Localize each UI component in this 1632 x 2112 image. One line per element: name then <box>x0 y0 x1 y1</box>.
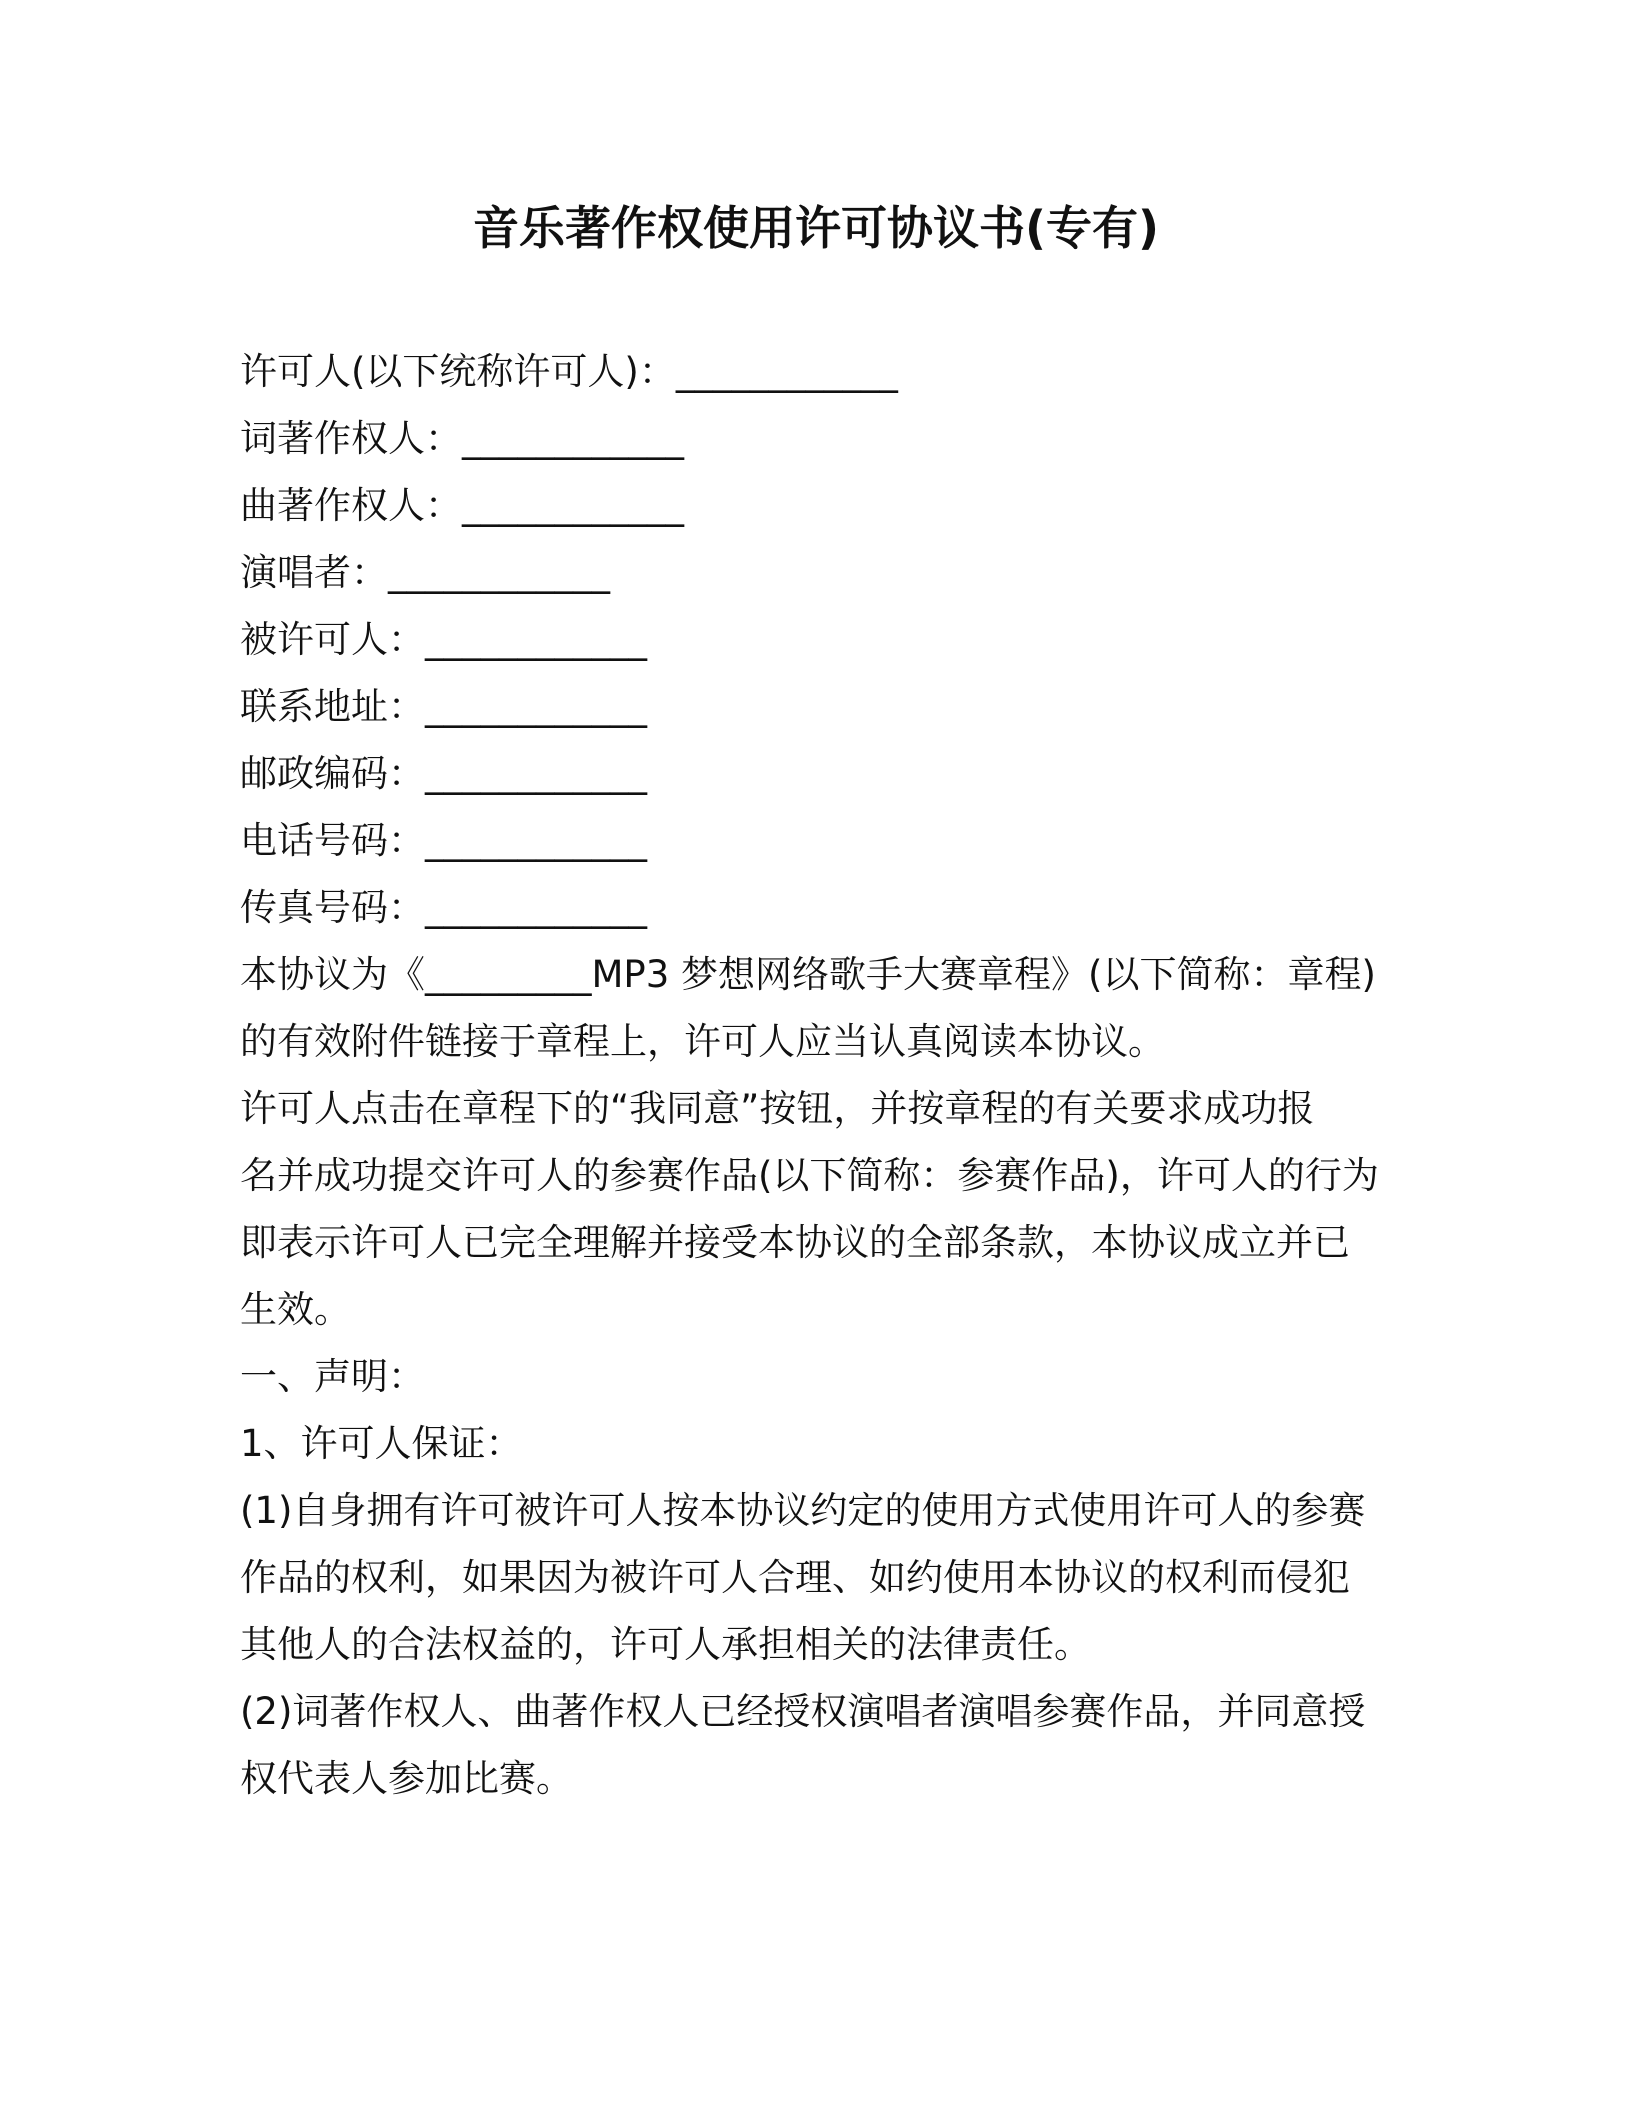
field-phone: 电话号码：____________ <box>240 819 647 862</box>
clause-line: 作品的权利，如果因为被许可人合理、如约使用本协议的权利而侵犯 <box>240 1556 1350 1599</box>
paragraph-line: 的有效附件链接于章程上，许可人应当认真阅读本协议。 <box>240 1020 1165 1063</box>
paragraph-line: 生效。 <box>240 1288 351 1331</box>
field-lyrics-copyright-owner: 词著作权人：____________ <box>240 417 684 460</box>
clause-line: 其他人的合法权益的，许可人承担相关的法律责任。 <box>240 1623 1091 1666</box>
document-title: 音乐著作权使用许可协议书(专有) <box>472 201 1160 255</box>
field-postal-code: 邮政编码：____________ <box>240 752 647 795</box>
clause-line: (1)自身拥有许可被许可人按本协议约定的使用方式使用许可人的参赛 <box>240 1489 1366 1532</box>
paragraph-line: 本协议为《_________MP3 梦想网络歌手大赛章程》(以下简称：章程) <box>240 953 1376 996</box>
paragraph-line: 名并成功提交许可人的参赛作品(以下简称：参赛作品)，许可人的行为 <box>240 1154 1379 1197</box>
field-licensee: 被许可人：____________ <box>240 618 647 661</box>
clause-line: 权代表人参加比赛。 <box>240 1757 573 1800</box>
field-licensor: 许可人(以下统称许可人)：____________ <box>240 350 898 393</box>
paragraph-line: 许可人点击在章程下的“我同意”按钮，并按章程的有关要求成功报 <box>240 1087 1315 1130</box>
paragraph-line: 即表示许可人已完全理解并接受本协议的全部条款，本协议成立并已 <box>240 1221 1350 1264</box>
field-music-copyright-owner: 曲著作权人：____________ <box>240 484 684 527</box>
section-heading-declaration: 一、声明： <box>240 1355 425 1398</box>
subsection-heading-licensor-guarantee: 1、许可人保证： <box>240 1422 523 1465</box>
field-fax: 传真号码：____________ <box>240 886 647 929</box>
clause-line: (2)词著作权人、曲著作权人已经授权演唱者演唱参赛作品，并同意授 <box>240 1690 1366 1733</box>
field-performer: 演唱者：____________ <box>240 551 610 594</box>
document-body <box>240 338 1390 1812</box>
field-address: 联系地址：____________ <box>240 685 647 728</box>
